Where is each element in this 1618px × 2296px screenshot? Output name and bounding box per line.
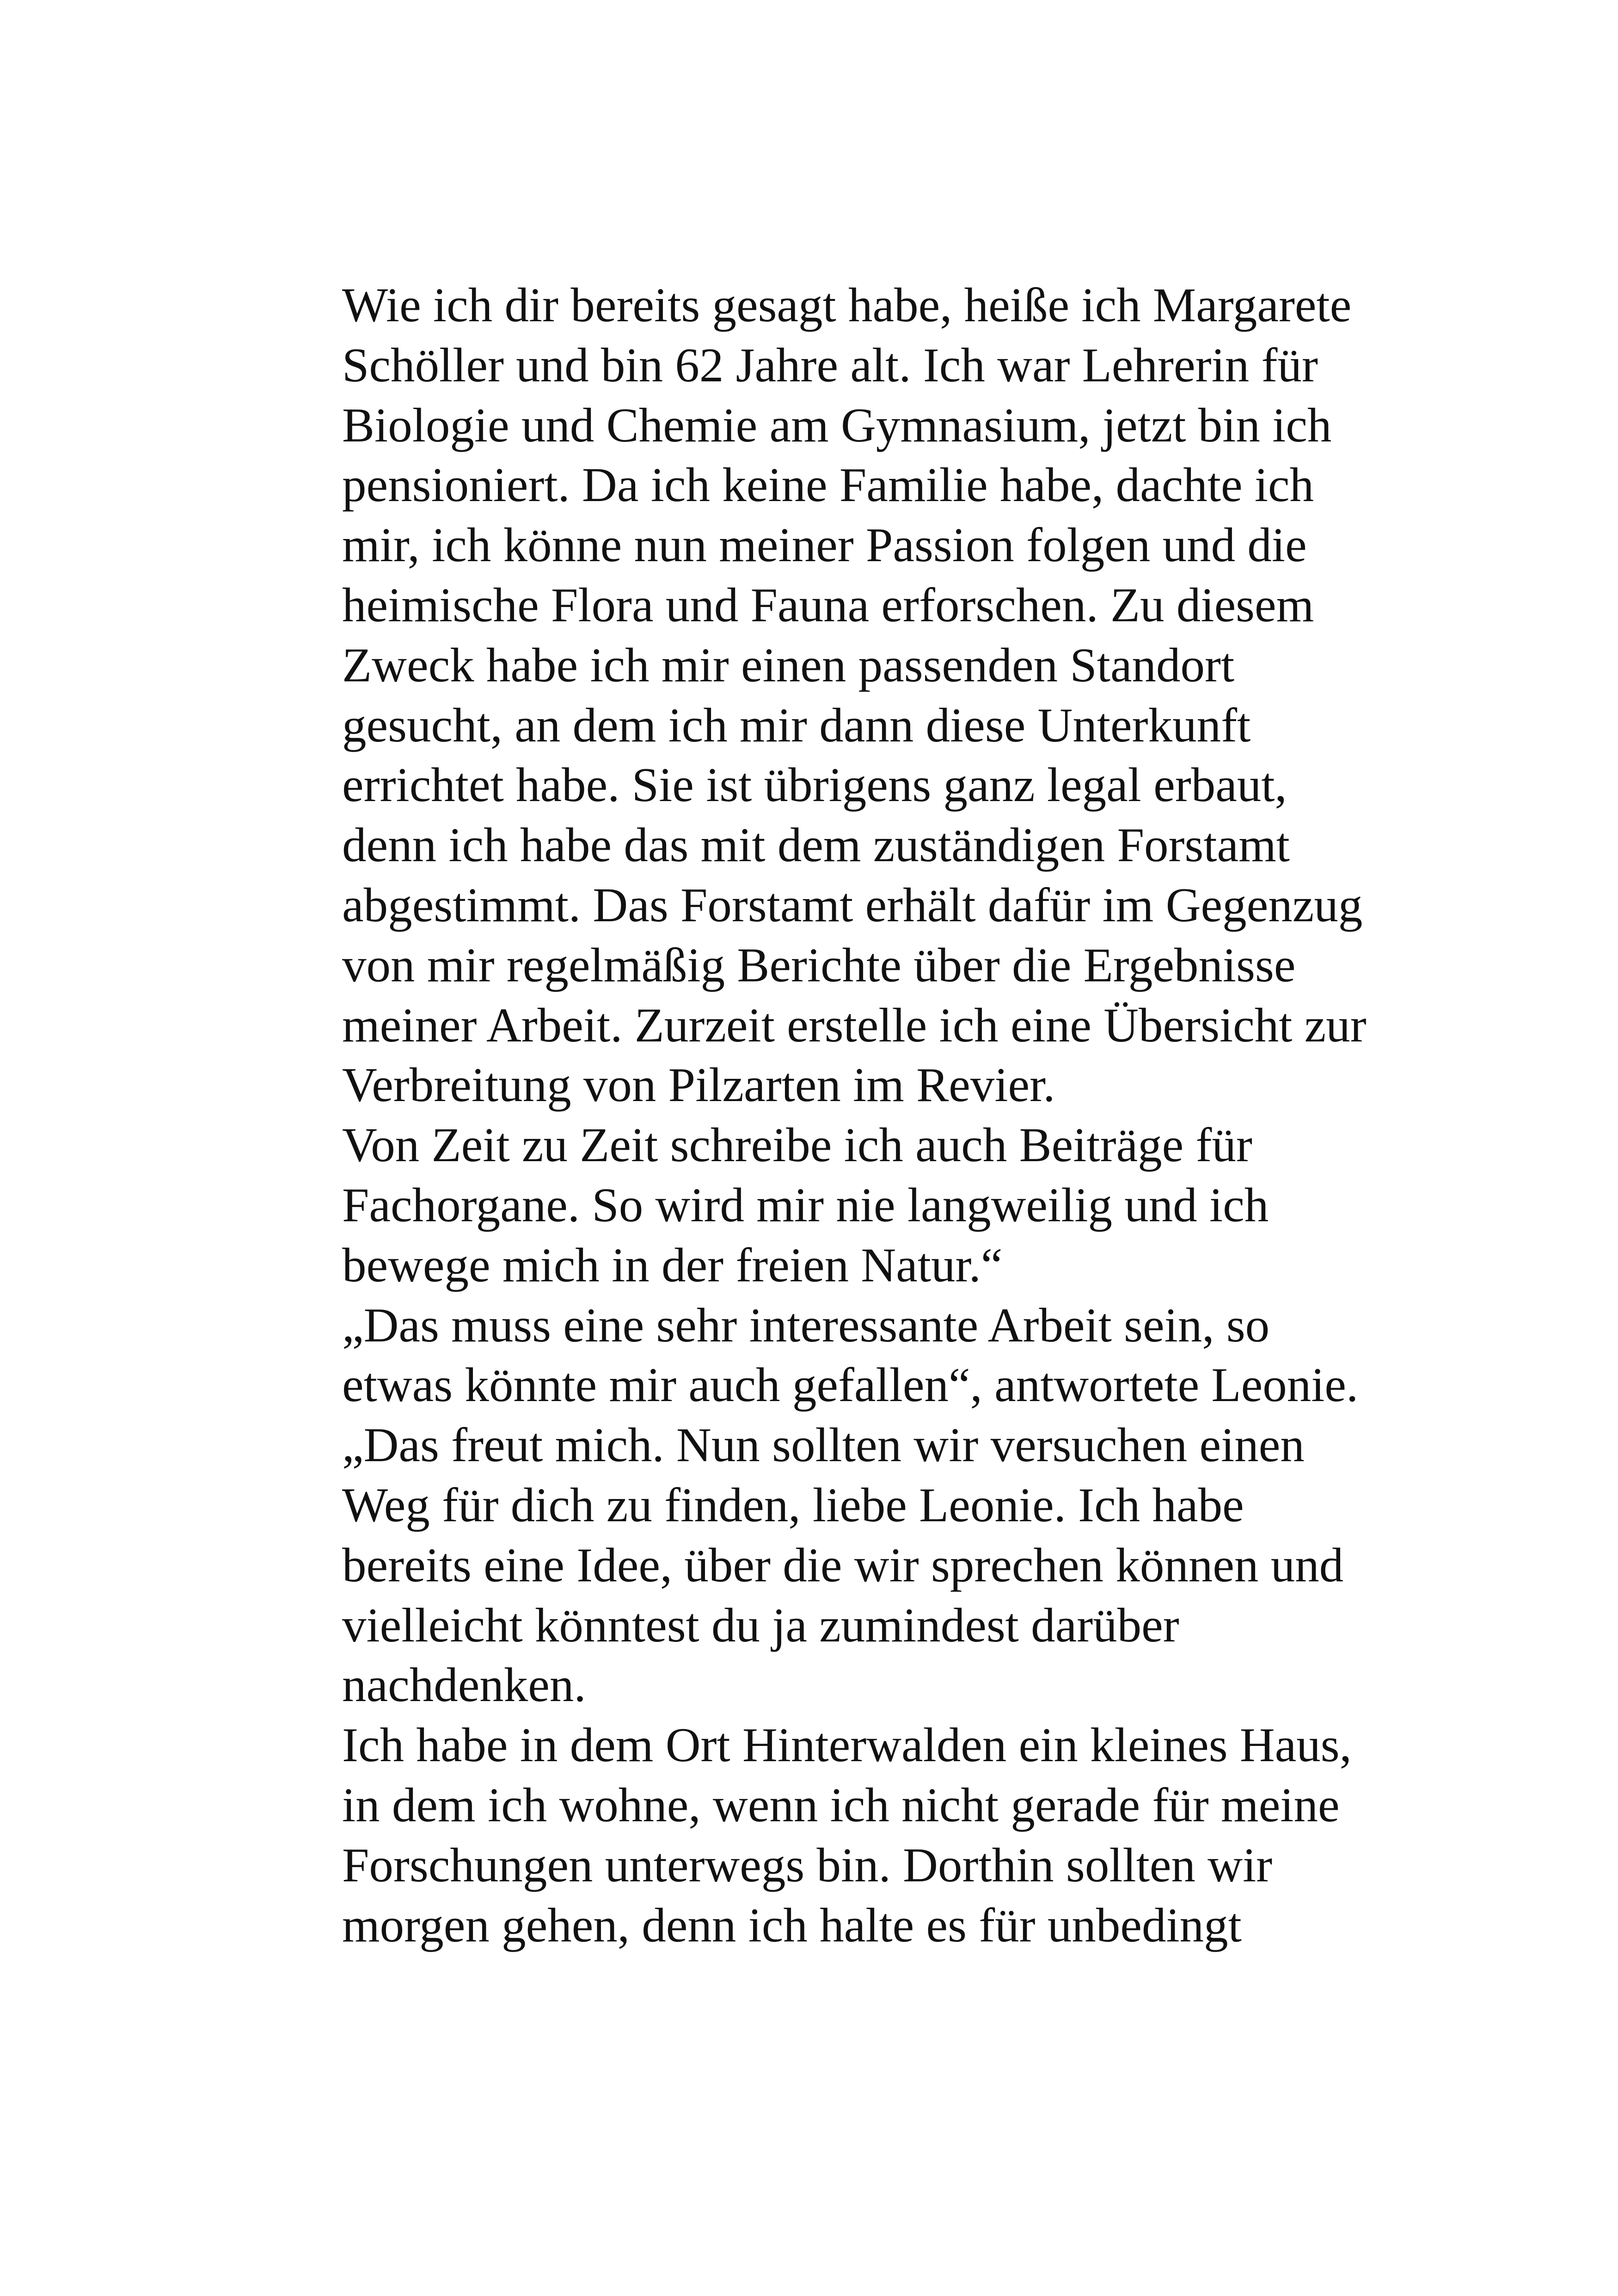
text-line: bereits eine Idee, über die wir sprechen können und: [342, 1537, 1344, 1592]
body-text: [342, 275, 1367, 1955]
text-line: Wie ich dir bereits gesagt habe, heiße ich Margarete: [342, 278, 1352, 332]
text-line: von mir regelmäßig Berichte über die Ergebnisse: [342, 937, 1296, 992]
text-line: Verbreitung von Pilzarten im Revier.: [342, 1058, 1055, 1112]
text-line: Ich habe in dem Ort Hinterwalden ein kleines Haus,: [342, 1718, 1352, 1772]
text-line: denn ich habe das mit dem zuständigen Forstamt: [342, 818, 1290, 872]
text-line: errichtet habe. Sie ist übrigens ganz legal erbaut,: [342, 758, 1287, 812]
text-line: morgen gehen, denn ich halte es für unbedingt: [342, 1898, 1242, 1952]
text-line: Forschungen unterwegs bin. Dorthin sollten wir: [342, 1837, 1273, 1892]
text-line: Biologie und Chemie am Gymnasium, jetzt bin ich: [342, 398, 1332, 452]
text-line: abgestimmt. Das Forstamt erhält dafür im Gegenzug: [342, 877, 1363, 932]
text-line: bewege mich in der freien Natur.“: [342, 1237, 1003, 1292]
text-line: Von Zeit zu Zeit schreibe ich auch Beiträge für: [342, 1118, 1252, 1172]
text-line: pensioniert. Da ich keine Familie habe, dachte ich: [342, 458, 1314, 512]
text-line: „Das freut mich. Nun sollten wir versuchen einen: [342, 1418, 1305, 1472]
text-line: etwas könnte mir auch gefallen“, antwortete Leonie.: [342, 1358, 1359, 1412]
text-line: mir, ich könne nun meiner Passion folgen und die: [342, 518, 1307, 572]
text-line: gesucht, an dem ich mir dann diese Unterkunft: [342, 698, 1251, 752]
text-line: in dem ich wohne, wenn ich nicht gerade für meine: [342, 1777, 1340, 1832]
text-line: Fachorgane. So wird mir nie langweilig und ich: [342, 1177, 1269, 1232]
text-line: Schöller und bin 62 Jahre alt. Ich war Lehrerin für: [342, 337, 1318, 392]
text-line: Zweck habe ich mir einen passenden Standort: [342, 637, 1235, 692]
text-line: „Das muss eine sehr interessante Arbeit sein, so: [342, 1298, 1270, 1352]
text-line: Weg für dich zu finden, liebe Leonie. Ich habe: [342, 1477, 1244, 1532]
text-line: meiner Arbeit. Zurzeit erstelle ich eine Übersicht zur: [342, 998, 1367, 1052]
text-line: heimische Flora und Fauna erforschen. Zu diesem: [342, 577, 1314, 632]
text-line: vielleicht könntest du ja zumindest darüber: [342, 1598, 1179, 1652]
text-line: nachdenken.: [342, 1658, 586, 1712]
